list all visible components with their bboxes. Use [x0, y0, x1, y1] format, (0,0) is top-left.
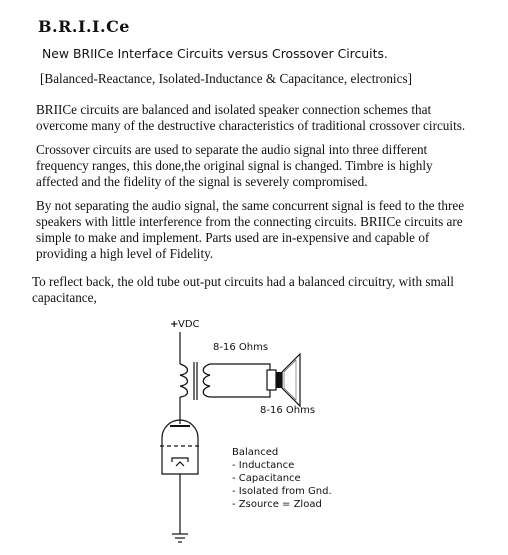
- plus-sign: +: [170, 319, 179, 330]
- text-line: speakers with little interference from the connecting circuits. BRIICe circuits are: [36, 214, 463, 229]
- speaker-wire-top: [210, 364, 270, 370]
- note-line: - Isolated from Gnd.: [232, 486, 332, 497]
- text-line: frequency ranges, this done,the original signal is changed. Timbre is highly: [36, 158, 433, 173]
- paragraph-reflect-back: [32, 274, 492, 306]
- page-title: B.R.I.I.Ce: [38, 17, 130, 36]
- speaker-icon: [267, 354, 300, 406]
- acronym-expansion: [Balanced-Reactance, Isolated-Inductance & Capacitance, electronics]: [40, 71, 412, 86]
- text-line: Crossover circuits are used to separate the audio signal into three different: [36, 142, 428, 157]
- secondary-coil: [203, 364, 210, 397]
- supply-label: VDC: [178, 319, 200, 330]
- primary-coil: [180, 364, 188, 397]
- paragraph-not-separating: [36, 198, 496, 262]
- text-line: affected and the fidelity of the signal is severely compromised.: [36, 174, 368, 189]
- note-line: - Capacitance: [232, 473, 301, 484]
- text-line: BRIICe circuits are balanced and isolated speaker connection schemes that: [36, 102, 432, 117]
- tube-output-circuit-diagram: [130, 312, 370, 552]
- text-line: capacitance,: [32, 290, 97, 305]
- speaker-wire-bottom: [210, 390, 270, 397]
- tube-envelope: [162, 420, 198, 474]
- tube-heater: [176, 462, 184, 466]
- note-line: - Inductance: [232, 460, 295, 471]
- paragraph-crossover: [36, 142, 496, 190]
- text-line: simple to make and implement. Parts used are in-expensive and capable of: [36, 230, 430, 245]
- text-line: To reflect back, the old tube out-put circuits had a balanced circuitry, with small: [32, 274, 454, 289]
- ohms-label-right: 8-16 Ohms: [260, 405, 316, 416]
- text-line: overcome many of the destructive characteristics of traditional crossover circuits.: [36, 118, 466, 133]
- note-line: - Zsource = Zload: [232, 499, 322, 510]
- paragraph-briice-intro: [36, 102, 496, 134]
- subtitle: New BRIICe Interface Circuits versus Crossover Circuits.: [42, 46, 388, 61]
- ohms-label-top: 8-16 Ohms: [213, 342, 269, 353]
- text-line: By not separating the audio signal, the same concurrent signal is feed to the three: [36, 198, 465, 213]
- note-line: Balanced: [232, 447, 279, 458]
- text-line: providing a high level of Fidelity.: [36, 246, 214, 261]
